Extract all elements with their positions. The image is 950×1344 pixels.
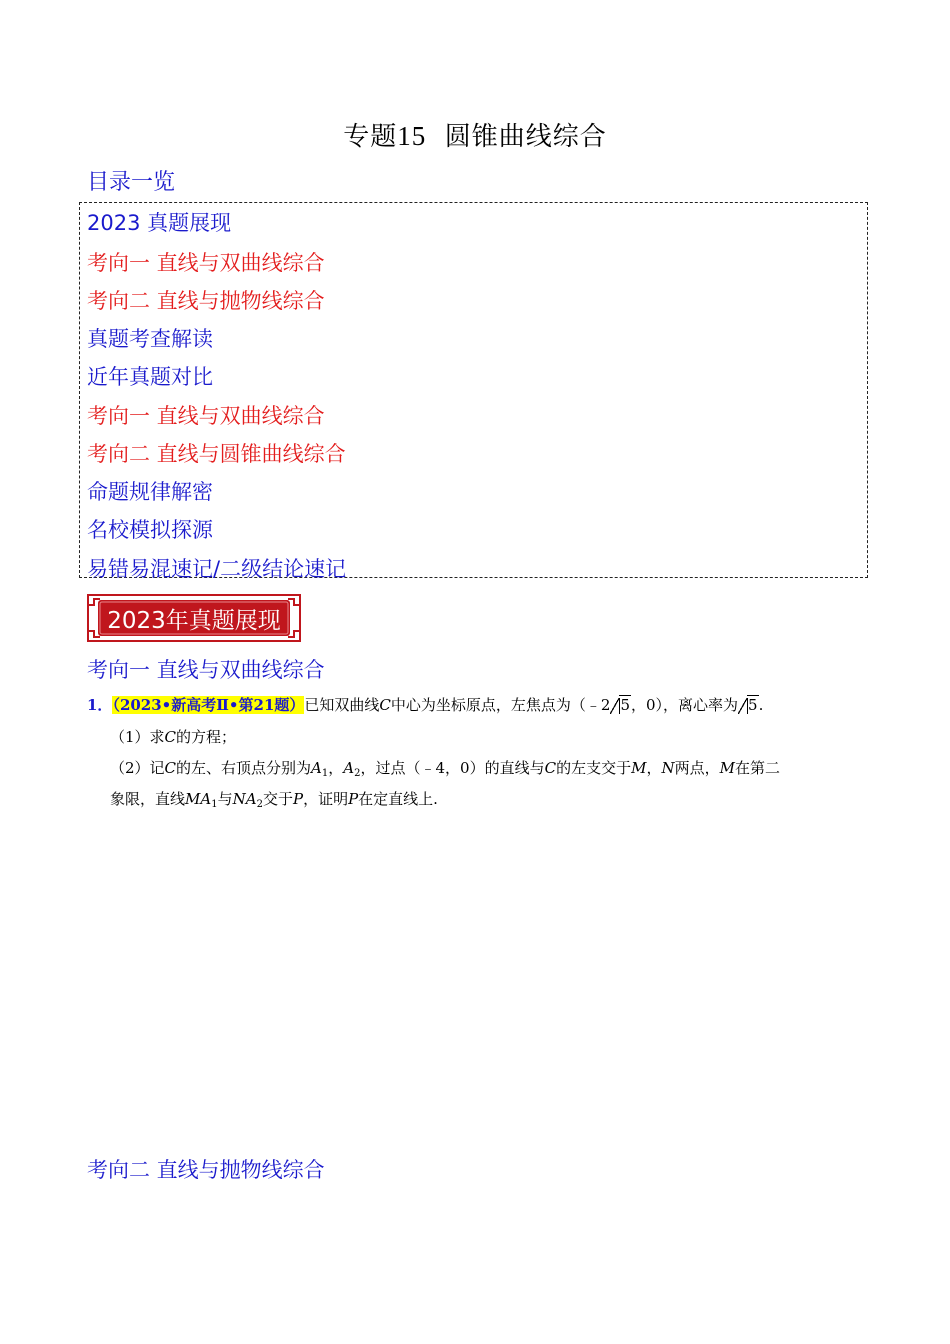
toc-heading[interactable]: 目录一览 — [87, 170, 176, 195]
question-part2-line2 — [110, 788, 438, 810]
toc-item-kaoxiang1[interactable]: 考向一 直线与双曲线综合 — [87, 251, 325, 275]
part-text: 在第二 — [734, 759, 780, 777]
question-part2-line1 — [110, 757, 780, 779]
part-text: ，过点（﹣4，0）的直线与 — [360, 759, 545, 777]
question-number: 1． — [87, 696, 113, 714]
subscript: 2 — [256, 799, 263, 810]
section-heading-kaoxiang2: 考向二 直线与抛物线综合 — [87, 1158, 325, 1182]
stem-text: 中心为坐标原点，左焦点为（﹣2 — [390, 696, 611, 714]
radicand: 5 — [620, 696, 630, 714]
radicand: 5 — [748, 696, 758, 714]
var-p: P — [348, 790, 359, 808]
var-c: C — [379, 696, 391, 714]
stem-text: ，0），离心率为 — [630, 696, 739, 714]
question-part1 — [110, 726, 236, 747]
var-a: A — [343, 759, 355, 777]
var-c: C — [544, 759, 557, 777]
part-text: 在定直线上. — [358, 790, 438, 808]
var-ma: MA — [185, 790, 212, 808]
var-p: P — [292, 790, 304, 808]
part-text: 的左支交于 — [556, 759, 632, 777]
var-c: C — [164, 759, 177, 777]
section-banner — [85, 592, 303, 644]
part-text: 交于 — [262, 790, 293, 808]
part-text: 与 — [217, 790, 233, 808]
part-text: 的左、右顶点分别为 — [176, 759, 312, 777]
var-n: N — [661, 759, 675, 777]
part-text: （2）记 — [110, 759, 165, 777]
part-text: 的方程； — [176, 728, 237, 746]
subscript: 1 — [321, 768, 329, 779]
toc-item-duibi[interactable]: 近年真题对比 — [87, 365, 213, 389]
part-text: （1）求 — [110, 728, 165, 746]
part-text: ， — [646, 759, 662, 777]
var-na: NA — [232, 790, 257, 808]
toc-box — [79, 202, 868, 581]
stem-text: 已知双曲线 — [304, 696, 380, 714]
subscript: 2 — [354, 768, 361, 779]
var-m: M — [719, 759, 735, 777]
title-number: 15 — [397, 121, 427, 151]
title-prefix: 专题 — [343, 122, 398, 152]
question-stem — [87, 694, 763, 715]
toc-item-2023-zhenti[interactable]: 2023 真题展现 — [87, 211, 232, 235]
toc-item-guilv[interactable]: 命题规律解密 — [87, 480, 213, 504]
banner-title: 2023年真题展现 — [107, 608, 281, 634]
stem-text: . — [758, 696, 764, 714]
part-text: 两点， — [674, 759, 720, 777]
toc-item-duibi-kaoxiang2[interactable]: 考向二 直线与圆锥曲线综合 — [87, 442, 346, 466]
var-m: M — [631, 759, 647, 777]
toc-item-duibi-kaoxiang1[interactable]: 考向一 直线与双曲线综合 — [87, 404, 325, 428]
part-text: ， — [328, 759, 344, 777]
section-heading-kaoxiang1: 考向一 直线与双曲线综合 — [87, 658, 325, 682]
sqrt-symbol — [738, 696, 759, 714]
page-title — [0, 116, 950, 153]
part-text: ，证明 — [303, 790, 349, 808]
var-c: C — [164, 728, 177, 746]
part-text: 象限，直线 — [110, 790, 186, 808]
toc-item-jiedu[interactable]: 真题考查解读 — [87, 327, 213, 351]
toc-item-mingxiao[interactable]: 名校模拟探源 — [87, 518, 213, 542]
toc-item-kaoxiang2[interactable]: 考向二 直线与抛物线综合 — [87, 289, 325, 313]
title-name: 圆锥曲线综合 — [444, 122, 607, 152]
subscript: 1 — [211, 799, 218, 810]
toc-item-yicuo[interactable]: 易错易混速记/二级结论速记 — [87, 557, 347, 581]
var-a: A — [311, 759, 322, 777]
question-source: （2023•新高考Ⅱ•第21题） — [112, 696, 305, 714]
sqrt-symbol — [610, 696, 631, 714]
